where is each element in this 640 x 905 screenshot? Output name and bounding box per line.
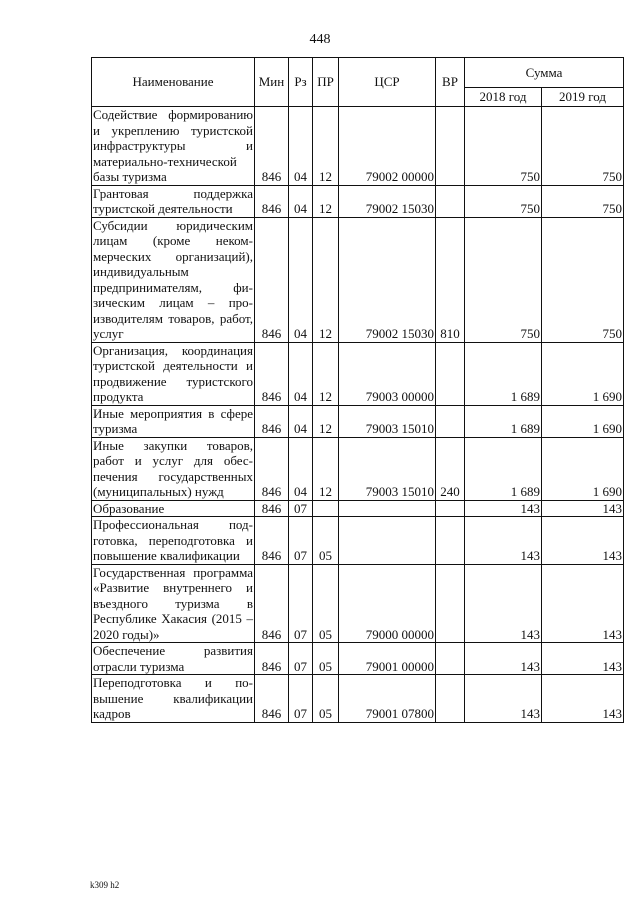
cell-name: Профессиональная подготовка, переподготовка и повышение квалификации — [93, 517, 253, 563]
cell-rz: 04 — [289, 405, 313, 437]
header-pr: ПР — [313, 58, 339, 107]
cell-csr — [339, 500, 436, 517]
cell-csr: 79000 00000 — [339, 564, 436, 643]
cell-sum-2018: 143 — [465, 675, 542, 723]
cell-sum-2018: 143 — [465, 564, 542, 643]
cell-rz: 07 — [289, 675, 313, 723]
cell-sum-2018: 143 — [465, 500, 542, 517]
cell-rz: 04 — [289, 107, 313, 186]
cell-min: 846 — [255, 643, 289, 675]
cell-csr: 79003 15010 — [339, 437, 436, 500]
header-year-2019: 2019 год — [542, 88, 624, 107]
cell-pr: 05 — [313, 643, 339, 675]
cell-name: Субсидии юридическим лицам (кроме некоммерческих организаций), индивидуальным предпринимателям, физическим лицам – производителям товаров, работ, услуг — [93, 217, 253, 341]
cell-pr: 12 — [313, 107, 339, 186]
table-row — [92, 217, 624, 342]
cell-csr: 79003 00000 — [339, 342, 436, 405]
header-csr: ЦСР — [339, 58, 436, 107]
cell-sum-2018: 143 — [465, 643, 542, 675]
cell-vr: 810 — [436, 217, 465, 342]
cell-sum-2019: 1 690 — [542, 437, 624, 500]
cell-sum-2019: 1 690 — [542, 342, 624, 405]
cell-csr: 79002 15030 — [339, 185, 436, 217]
cell-csr: 79001 07800 — [339, 675, 436, 723]
cell-sum-2018: 143 — [465, 517, 542, 565]
table-row — [92, 405, 624, 437]
cell-min: 846 — [255, 342, 289, 405]
cell-min: 846 — [255, 107, 289, 186]
cell-min: 846 — [255, 500, 289, 517]
cell-vr — [436, 517, 465, 565]
cell-sum-2019: 143 — [542, 517, 624, 565]
cell-sum-2019: 143 — [542, 643, 624, 675]
cell-vr: 240 — [436, 437, 465, 500]
cell-csr — [339, 517, 436, 565]
header-sum: Сумма — [465, 58, 624, 88]
cell-name: Государственная программа «Развитие внутреннего и въездного туризма в Республике Хакасия (2015 – 2020 годы)» — [93, 564, 253, 642]
cell-name: Образование — [92, 500, 255, 517]
cell-sum-2019: 143 — [542, 500, 624, 517]
cell-rz: 04 — [289, 217, 313, 342]
cell-name: Грантовая поддержка туристской деятельности — [93, 185, 253, 216]
page-number: 448 — [309, 32, 331, 47]
cell-vr — [436, 675, 465, 723]
cell-sum-2019: 143 — [542, 564, 624, 643]
cell-min: 846 — [255, 185, 289, 217]
cell-vr — [436, 564, 465, 643]
table-body — [92, 107, 624, 723]
cell-sum-2018: 1 689 — [465, 342, 542, 405]
table-row — [92, 342, 624, 405]
cell-rz: 04 — [289, 185, 313, 217]
cell-name: Организация, координация туристской деятельности и продвижение туристского продукта — [93, 342, 253, 404]
cell-vr — [436, 185, 465, 217]
cell-sum-2018: 750 — [465, 107, 542, 186]
header-name: Наименование — [92, 58, 255, 107]
cell-pr — [313, 500, 339, 517]
cell-csr: 79002 15030 — [339, 217, 436, 342]
cell-min: 846 — [255, 405, 289, 437]
cell-vr — [436, 107, 465, 186]
cell-rz: 04 — [289, 342, 313, 405]
cell-name: Переподготовка и повышение квалификации кадров — [93, 675, 253, 721]
cell-sum-2019: 750 — [542, 217, 624, 342]
cell-name: Иные закупки товаров, работ и услуг для обеспечения государственных (муниципальных) нужд — [93, 437, 253, 499]
cell-pr: 12 — [313, 217, 339, 342]
cell-pr: 12 — [313, 185, 339, 217]
table-row — [92, 185, 624, 217]
cell-rz: 07 — [289, 517, 313, 565]
cell-rz: 07 — [289, 564, 313, 643]
table-row — [92, 107, 624, 186]
cell-min: 846 — [255, 437, 289, 500]
cell-rz: 07 — [289, 643, 313, 675]
cell-min: 846 — [255, 217, 289, 342]
table-row — [92, 437, 624, 500]
cell-sum-2018: 750 — [465, 185, 542, 217]
header-min: Мин — [255, 58, 289, 107]
table-row — [92, 517, 624, 565]
cell-min: 846 — [255, 675, 289, 723]
cell-sum-2019: 1 690 — [542, 405, 624, 437]
cell-min: 846 — [255, 564, 289, 643]
cell-pr: 12 — [313, 437, 339, 500]
cell-rz: 07 — [289, 500, 313, 517]
cell-csr: 79003 15010 — [339, 405, 436, 437]
cell-csr: 79001 00000 — [339, 643, 436, 675]
cell-name: Обеспечение развития отрасли туризма — [93, 643, 253, 674]
table-row — [92, 675, 624, 723]
cell-name: Иные мероприятия в сфере туризма — [93, 405, 253, 436]
cell-pr: 05 — [313, 675, 339, 723]
cell-vr — [436, 405, 465, 437]
cell-vr — [436, 342, 465, 405]
table-row — [92, 564, 624, 643]
table-row — [92, 643, 624, 675]
cell-sum-2018: 1 689 — [465, 437, 542, 500]
cell-sum-2018: 750 — [465, 217, 542, 342]
header-vr: ВР — [436, 58, 465, 107]
cell-rz: 04 — [289, 437, 313, 500]
cell-sum-2019: 750 — [542, 185, 624, 217]
table-row — [92, 500, 624, 517]
cell-sum-2019: 750 — [542, 107, 624, 186]
cell-pr: 05 — [313, 517, 339, 565]
cell-vr — [436, 643, 465, 675]
cell-vr — [436, 500, 465, 517]
cell-sum-2019: 143 — [542, 675, 624, 723]
cell-csr: 79002 00000 — [339, 107, 436, 186]
header-rz: Рз — [289, 58, 313, 107]
cell-min: 846 — [255, 517, 289, 565]
budget-table — [91, 57, 624, 723]
cell-pr: 12 — [313, 405, 339, 437]
footer-code: k309 h2 — [90, 880, 120, 890]
cell-sum-2018: 1 689 — [465, 405, 542, 437]
cell-pr: 12 — [313, 342, 339, 405]
cell-pr: 05 — [313, 564, 339, 643]
header-year-2018: 2018 год — [465, 88, 542, 107]
cell-name: Содействие формированию и укреплению туристской инфраструктуры и материально-технической базы туризма — [93, 107, 253, 184]
